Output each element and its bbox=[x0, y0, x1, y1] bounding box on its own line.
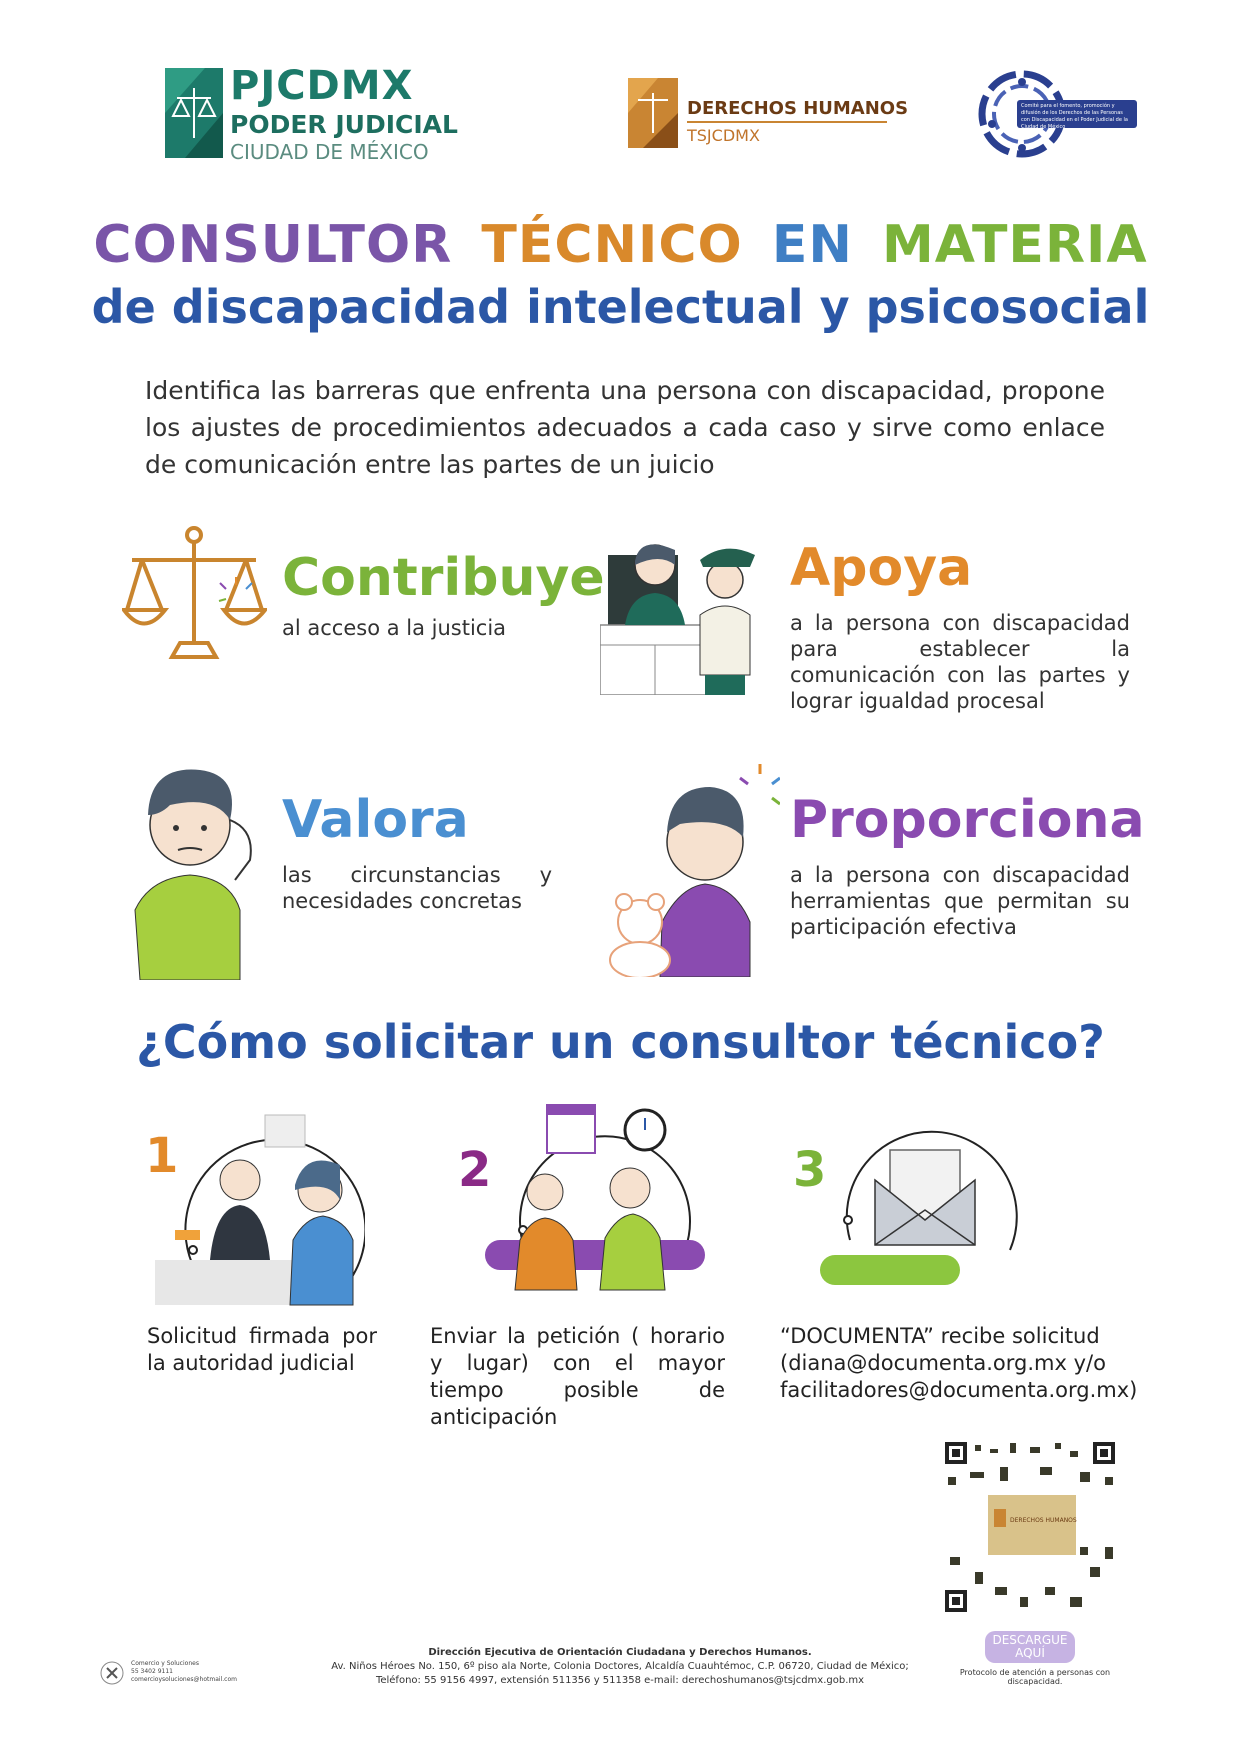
feature-apoya-text: a la persona con discapacidad para establecer la comunicación con las partes y lograr igualdad procesal bbox=[790, 611, 1130, 713]
qr-inner-label: DERECHOS HUMANOS bbox=[1010, 1517, 1077, 1524]
download-qr-code[interactable] bbox=[940, 1437, 1120, 1617]
title-word-consultor: CONSULTOR bbox=[93, 215, 453, 275]
title-word-materia: MATERIA bbox=[882, 215, 1148, 275]
comercio-soluciones-icon bbox=[97, 1660, 127, 1686]
footer-address: Av. Niños Héroes No. 150, 6º piso ala Norte, Colonia Doctores, Alcaldía Cuauhtémoc, C.P. 06720, Ciudad de México; bbox=[331, 1661, 909, 1672]
feature-apoya-title: Apoya bbox=[790, 538, 973, 598]
main-title bbox=[0, 215, 1241, 275]
derechos-humanos-divider bbox=[687, 121, 887, 123]
step-3-text: “DOCUMENTA” recibe solicitud (diana@documenta.org.mx y/o facilitadores@documenta.org.mx) bbox=[780, 1324, 1138, 1402]
intro-paragraph: Identifica las barreras que enfrenta una persona con discapacidad, propone los ajustes de procedimientos adecuados a cada caso y sirve como enlace de comunicación entre las partes de un juicio bbox=[145, 376, 1105, 479]
download-button[interactable]: DESCARGUE AQUÍ bbox=[985, 1631, 1075, 1663]
derechos-humanos-logo-mark bbox=[628, 78, 678, 148]
footer-office: Dirección Ejecutiva de Orientación Ciudadana y Derechos Humanos. bbox=[428, 1647, 812, 1658]
two-people-calendar-clock-illustration bbox=[485, 1100, 705, 1315]
pjcdmx-logo-mark bbox=[165, 68, 223, 158]
scales-of-justice-icon bbox=[122, 525, 267, 665]
derechos-humanos-label: DERECHOS HUMANOS bbox=[687, 98, 909, 119]
step-1-text: Solicitud firmada por la autoridad judicial bbox=[147, 1324, 377, 1375]
step-1-number: 1 bbox=[145, 1128, 179, 1184]
comercio-soluciones-phone: 55 3402 9111 bbox=[131, 1668, 173, 1675]
thinking-person-illustration bbox=[130, 760, 270, 980]
judge-and-person-illustration bbox=[155, 1110, 365, 1315]
comercio-soluciones-name: Comercio y Soluciones bbox=[131, 1660, 199, 1667]
step-2-text: Enviar la petición ( horario y lugar) con el mayor tiempo posible de anticipación bbox=[430, 1324, 725, 1429]
title-word-en: EN bbox=[771, 215, 853, 275]
person-and-officer-illustration bbox=[600, 525, 770, 695]
how-to-request-title: ¿Cómo solicitar un consultor técnico? bbox=[136, 1015, 1105, 1069]
comercio-soluciones-email: comercioysoluciones@hotmail.com bbox=[131, 1676, 237, 1683]
step-3-number: 3 bbox=[793, 1142, 827, 1198]
feature-proporciona-text: a la persona con discapacidad herramientas que permitan su participación efectiva bbox=[790, 863, 1130, 939]
feature-valora-title: Valora bbox=[282, 790, 469, 850]
ciudad-de-mexico-label: CIUDAD DE MÉXICO bbox=[230, 140, 429, 164]
committee-text-label: Comité para el fomento, promoción y difusión de los Derechos de las Personas con Discapacidad en el Poder Judicial de la Ciudad de México bbox=[1017, 100, 1137, 128]
tsjcdmx-label: TSJCDMX bbox=[687, 126, 760, 145]
feature-contribuye-title: Contribuye bbox=[282, 548, 605, 608]
title-word-tecnico: TÉCNICO bbox=[481, 215, 743, 275]
step-2-number: 2 bbox=[458, 1142, 492, 1198]
main-subtitle: de discapacidad intelectual y psicosocial bbox=[91, 280, 1150, 334]
comercio-soluciones-logo bbox=[97, 1660, 237, 1686]
protocol-caption: Protocolo de atención a personas con discapacidad. bbox=[959, 1668, 1111, 1686]
footer-phone-email: Teléfono: 55 9156 4997, extensión 511356 y 511358 e-mail: derechoshumanos@tsjcdmx.gob.mx bbox=[375, 1675, 865, 1686]
person-with-teddy-bear-illustration bbox=[600, 762, 780, 977]
poder-judicial-label: PODER JUDICIAL bbox=[230, 110, 458, 139]
feature-valora-text: las circunstancias y necesidades concretas bbox=[282, 863, 552, 913]
pjcdmx-brand: PJCDMX bbox=[230, 63, 414, 109]
envelope-document-illustration bbox=[820, 1110, 1020, 1310]
feature-contribuye-text: al acceso a la justicia bbox=[282, 616, 507, 640]
feature-proporciona-title: Proporciona bbox=[790, 790, 1145, 850]
footer-contact bbox=[250, 1646, 990, 1688]
